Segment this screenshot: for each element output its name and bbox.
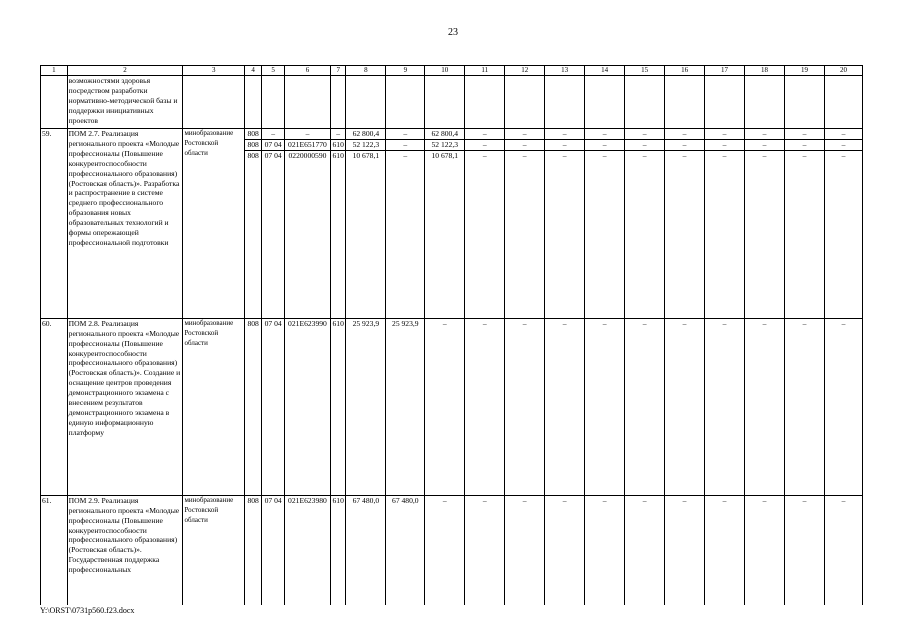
year-value: – [625, 150, 665, 318]
year-value: – [824, 139, 862, 150]
year-value: – [386, 150, 425, 318]
year-value: – [745, 139, 785, 150]
csr-code: 021E623990 [284, 318, 330, 495]
year-value: – [505, 495, 545, 605]
rzpr-code: 07 04 [262, 495, 285, 605]
grbs-code: 808 [244, 495, 261, 605]
column-number: 19 [785, 66, 825, 76]
column-number: 10 [425, 66, 465, 76]
year-value: – [625, 495, 665, 605]
total-value: 52 122,3 [346, 139, 386, 150]
grbs-code: 808 [244, 139, 261, 150]
table-row [41, 318, 863, 495]
year-value: – [665, 495, 705, 605]
year-value: – [585, 139, 625, 150]
column-number: 8 [346, 66, 386, 76]
year-value: – [705, 495, 745, 605]
grbs-code: 808 [244, 150, 261, 318]
vr-code: 610 [331, 495, 346, 605]
column-number-row [41, 66, 863, 76]
year-value: – [465, 139, 505, 150]
vr-code: 610 [331, 150, 346, 318]
year-value: – [824, 495, 862, 605]
column-number: 9 [386, 66, 425, 76]
event-name: ПОМ 2.7. Реализация регионального проекта «Молодые профессионалы (Повышение конкурентоспособности профессионального образования) (Ростовская область)». Разработка и распространение в системе среднего профессионального образования новых образовательных технологий и формы опережающей профессиональной подготовки [67, 129, 183, 319]
year-value: – [745, 318, 785, 495]
year-value: – [585, 318, 625, 495]
year-value: – [705, 139, 745, 150]
year-value: – [585, 150, 625, 318]
year-value: – [585, 129, 625, 140]
column-number: 5 [262, 66, 285, 76]
total-value: 62 800,4 [346, 129, 386, 140]
year-value: – [465, 495, 505, 605]
year-value: – [545, 495, 585, 605]
year-value: – [705, 318, 745, 495]
year-value: – [425, 318, 465, 495]
year-value: – [465, 129, 505, 140]
page-number: 23 [448, 27, 458, 38]
year-value: – [386, 139, 425, 150]
total-value: 10 678,1 [346, 150, 386, 318]
total-value: 67 480,0 [346, 495, 386, 605]
year-value: – [545, 150, 585, 318]
year-value: – [745, 150, 785, 318]
year-value: 25 923,9 [386, 318, 425, 495]
year-value: – [745, 129, 785, 140]
table-row [41, 129, 863, 140]
column-number: 17 [705, 66, 745, 76]
column-number: 16 [665, 66, 705, 76]
column-number: 13 [545, 66, 585, 76]
year-value: 62 800,4 [425, 129, 465, 140]
column-number: 4 [244, 66, 261, 76]
vr-code: – [331, 129, 346, 140]
budget-table [40, 65, 863, 605]
column-number: 1 [41, 66, 68, 76]
column-number: 2 [67, 66, 183, 76]
vr-code: 610 [332, 139, 344, 149]
year-value: – [665, 150, 705, 318]
year-value: – [505, 150, 545, 318]
row-number: 61. [41, 495, 68, 605]
column-number: 14 [585, 66, 625, 76]
year-value: – [465, 318, 505, 495]
column-number: 15 [625, 66, 665, 76]
event-name: ПОМ 2.8. Реализация регионального проекта «Молодые профессионалы (Повышение конкурентоспособности профессионального образования) (Ростовская область)». Создание и оснащение центров проведения демонстрационного экзамена с внесением результатов демонстрационного экзамена в единую информационную платформу [67, 318, 183, 495]
year-value: 10 678,1 [425, 150, 465, 318]
csr-code: 021E623980 [284, 495, 330, 605]
year-value: – [785, 129, 825, 140]
executor: минобразование Ростовской области [183, 129, 244, 319]
year-value: – [465, 150, 505, 318]
year-value: – [665, 318, 705, 495]
rzpr-code: 07 04 [262, 150, 285, 318]
table-row [41, 495, 863, 605]
total-value: 25 923,9 [346, 318, 386, 495]
year-value: – [824, 150, 862, 318]
year-value: – [545, 129, 585, 140]
year-value: – [824, 129, 862, 140]
row-number: 59. [41, 129, 68, 319]
grbs-code: 808 [244, 318, 261, 495]
year-value: – [705, 129, 745, 140]
column-number: 11 [465, 66, 505, 76]
csr-code: 021E651770 [284, 139, 330, 150]
rzpr-code: 07 04 [262, 318, 285, 495]
year-value: – [505, 139, 545, 150]
footer-file-path: Y:\ORST\0731p560.f23.docx [40, 606, 135, 615]
csr-code: 0220000590 [284, 150, 330, 318]
year-value: – [545, 318, 585, 495]
event-name: ПОМ 2.9. Реализация регионального проекта «Молодые профессионалы (Повышение конкурентоспособности профессионального образования) (Ростовская область)». Государственная поддержка профессиональных [67, 495, 183, 605]
vr-code: 610 [331, 318, 346, 495]
row-number: 60. [41, 318, 68, 495]
year-value: – [585, 495, 625, 605]
column-number: 6 [284, 66, 330, 76]
year-value: – [665, 139, 705, 150]
rzpr-code: – [262, 129, 285, 140]
column-number: 3 [183, 66, 244, 76]
rzpr-code: 07 04 [262, 139, 285, 150]
year-value: – [785, 139, 825, 150]
year-value: – [625, 318, 665, 495]
column-number: 20 [824, 66, 862, 76]
year-value: – [824, 318, 862, 495]
year-value: – [785, 150, 825, 318]
year-value: – [705, 150, 745, 318]
continuation-row [41, 76, 863, 129]
year-value: – [505, 129, 545, 140]
year-value: 52 122,3 [425, 139, 465, 150]
year-value: – [665, 129, 705, 140]
year-value: – [425, 495, 465, 605]
year-value: – [386, 129, 425, 140]
year-value: – [785, 495, 825, 605]
year-value: – [745, 495, 785, 605]
csr-code: – [284, 129, 330, 140]
year-value: – [625, 139, 665, 150]
year-value: – [625, 129, 665, 140]
year-value: – [545, 139, 585, 150]
column-number: 12 [505, 66, 545, 76]
year-value: 67 480,0 [386, 495, 425, 605]
column-number: 18 [745, 66, 785, 76]
year-value: – [505, 318, 545, 495]
executor: минобразование Ростовской области [183, 318, 244, 495]
year-value: – [785, 318, 825, 495]
continuation-text: возможностями здоровья посредством разработки нормативно-методической базы и поддержки инициативных проектов [67, 76, 183, 129]
column-number: 7 [331, 66, 346, 76]
grbs-code: 808 [244, 129, 261, 140]
executor: минобразование Ростовской области [183, 495, 244, 605]
